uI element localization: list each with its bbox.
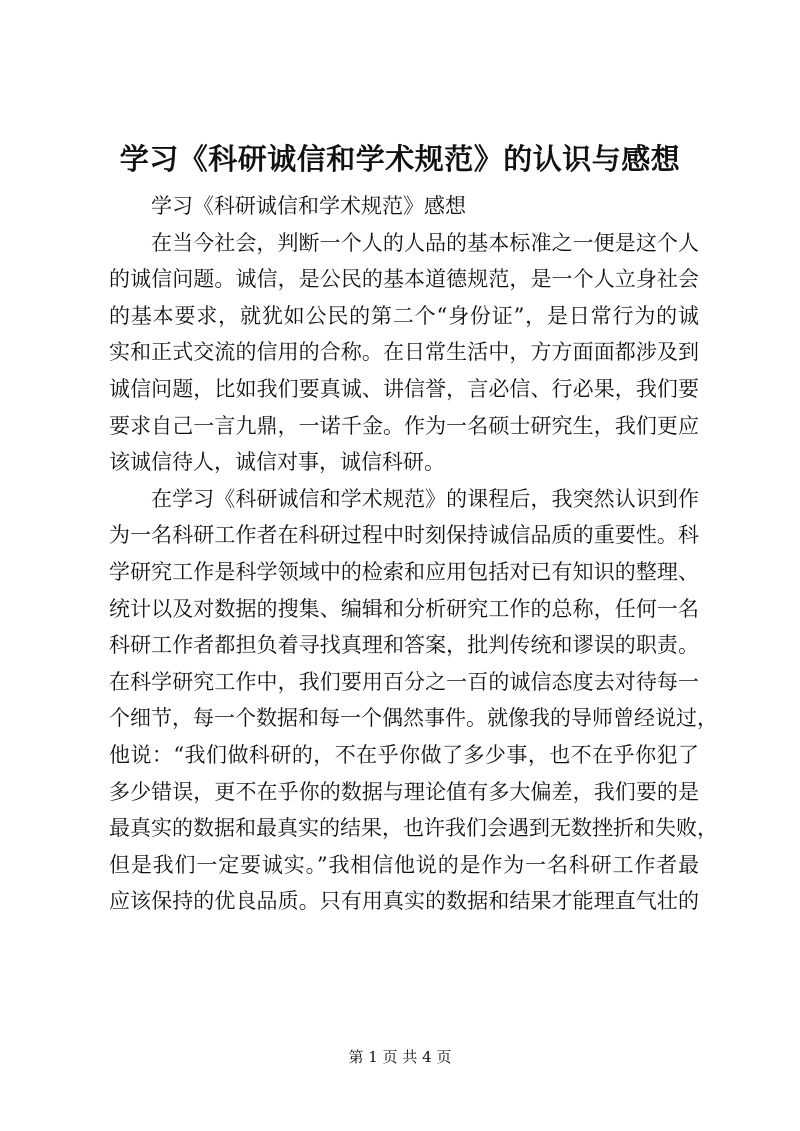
paragraph-line: 在科学研究工作中，我们要用百分之一百的诚信态度去对待每一 — [109, 669, 699, 694]
paragraph-line: 的诚信问题。诚信，是公民的基本道德规范，是一个人立身社会 — [109, 267, 699, 292]
paragraph-line: 的基本要求，就犹如公民的第二个“身份证”，是日常行为的诚 — [109, 303, 699, 328]
paragraph-line: 为一名科研工作者在科研过程中时刻保持诚信品质的重要性。科 — [109, 523, 699, 548]
paragraph-line: 要求自己一言九鼎，一诺千金。作为一名硕士研究生，我们更应 — [109, 413, 699, 438]
paragraph-line: 学研究工作是科学领域中的检索和应用包括对已有知识的整理、 — [109, 559, 699, 584]
paragraph-line: 科研工作者都担负着寻找真理和答案，批判传统和谬误的职责。 — [109, 633, 699, 658]
paragraph-line: 在当今社会，判断一个人的人品的基本标准之一便是这个人 — [151, 230, 699, 255]
paragraph-line: 应该保持的优良品质。只有用真实的数据和结果才能理直气壮的 — [109, 889, 699, 914]
page-title: 学习《科研诚信和学术规范》的认识与感想 — [119, 142, 681, 176]
paragraph-line: 实和正式交流的信用的合称。在日常生活中，方方面面都涉及到 — [109, 340, 699, 365]
paragraph-line: 但是我们一定要诚实。”我相信他说的是作为一名科研工作者最 — [109, 852, 699, 877]
page-number-footer: 第 1 页 共 4 页 — [348, 1048, 452, 1066]
paragraph-line: 统计以及对数据的搜集、编辑和分析研究工作的总称，任何一名 — [109, 596, 699, 621]
paragraph-line: 多少错误，更不在乎你的数据与理论值有多大偏差，我们要的是 — [109, 779, 699, 804]
paragraph-line: 最真实的数据和最真实的结果，也许我们会遇到无数挫折和失败， — [109, 816, 718, 841]
paragraph-line: 在学习《科研诚信和学术规范》的课程后，我突然认识到作 — [151, 486, 699, 511]
paragraph-line: 该诚信待人，诚信对事，诚信科研。 — [109, 450, 445, 475]
paragraph-line: 他说：“我们做科研的，不在乎你做了多少事，也不在乎你犯了 — [109, 742, 699, 767]
subtitle-line: 学习《科研诚信和学术规范》感想 — [151, 194, 466, 218]
document-body — [109, 188, 718, 920]
paragraph-line: 个细节，每一个数据和每一个偶然事件。就像我的导师曾经说过， — [109, 706, 718, 731]
paragraph-line: 诚信问题，比如我们要真诚、讲信誉，言必信、行必果，我们要 — [109, 376, 699, 401]
